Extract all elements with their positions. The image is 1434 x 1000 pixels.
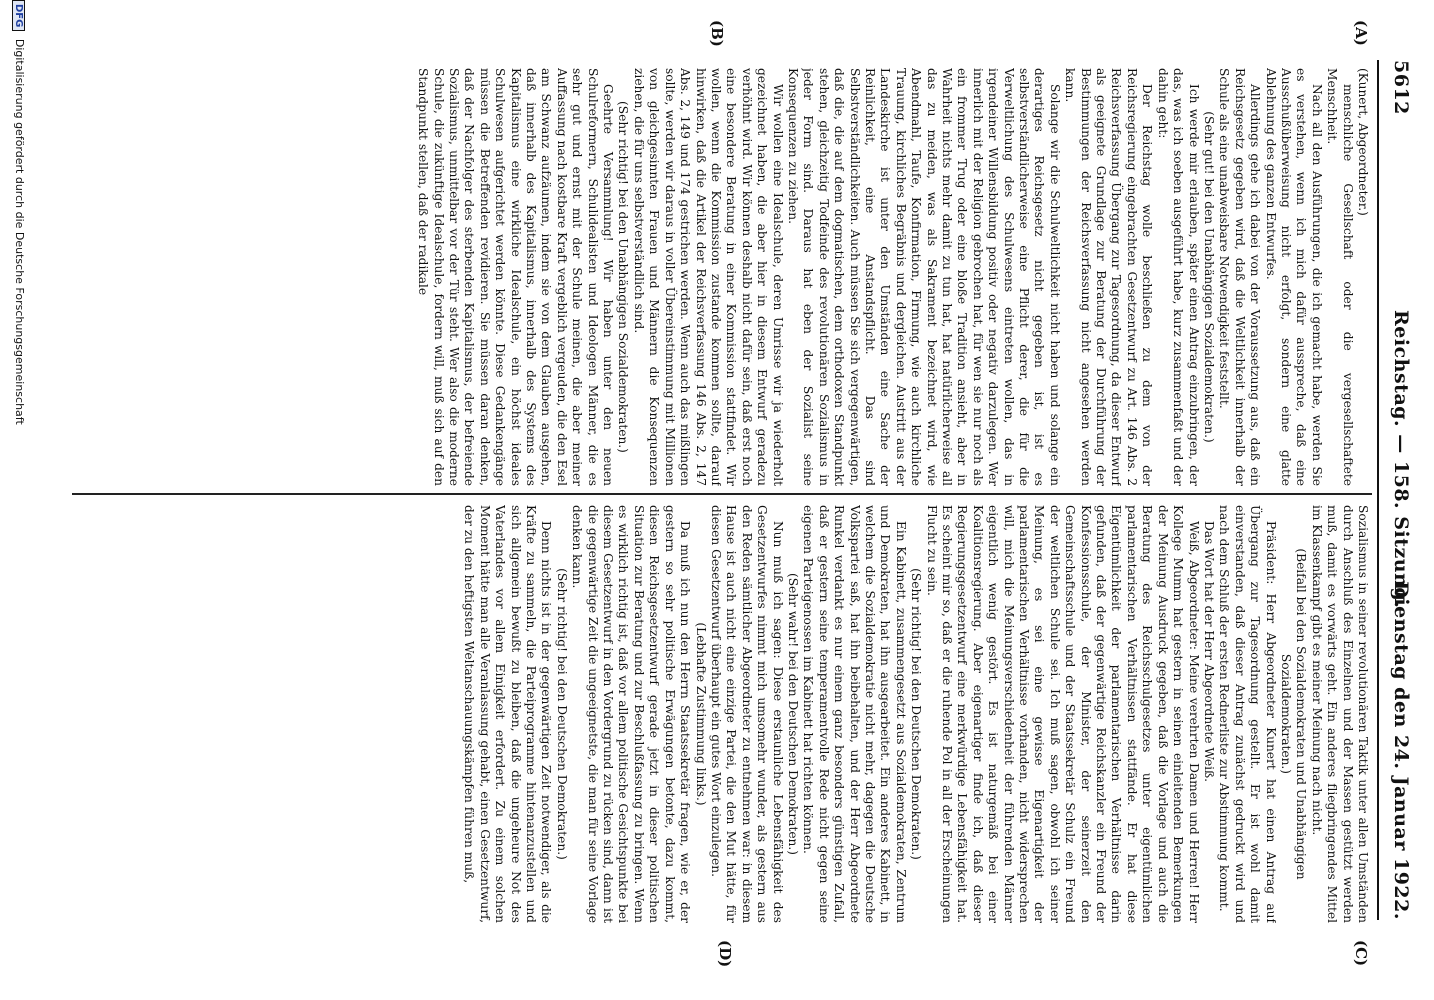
interjection: (Sehr wahr! bei den Deutschen Demokraten.) [785, 572, 800, 856]
interjection: (Sehr richtig! bei den Unabhängigen Sozialdemokraten.) [616, 101, 631, 453]
paragraph: Präsident: Herr Abgeordneter Kunert hat einen Antrag auf Übergang zur Tagesordnung gestellt. Er ist wohl damit einverstanden, daß dieser Antrag zunächst gedruckt wird und nach dem Schluß der ersten Rednerliste zur Abstimmung kommt. [1217, 505, 1278, 923]
paragraph: Der Reichstag wolle beschließen zu dem von der Reichsregierung eingebrachten Gesetzentwurf zu Art. 146 Abs. 2 Reichsverfassung Übergang zur Tagesordnung, da dieser Entwurf als geeignete Grundlage zur Beratung der Durchführung der Bestimmungen der Reichsverfassung nicht angesehen werden kann. [1063, 68, 1155, 486]
paragraph: Sozialismus in seiner revolutionären Taktik unter allen Umständen durch Anschluß des Einzelnen und der Massen gestützt werden muß, damit es vorwärts geht. Ein anderes fliegbringendes Mittel im Klassenkampf gibt es meiner Meinung nach nicht. [1309, 505, 1370, 923]
interjection: (Sehr gut! bei den Unabhängigen Sozialdemokraten.) [1201, 111, 1216, 443]
session-date: Dienstag den 24. Januar 1922. [1390, 581, 1412, 920]
margin-marker-d: (D) [716, 940, 734, 968]
paragraph: Solange wir die Schulweltlichkeit nicht haben und solange ein derartiges Reichsgesetz nicht gegeben ist, ist es selbstverständlicherweise eine Pflicht derer, die für die Verweltlichung des Schulwesens eintreten wollen, das in irgendeiner Willensbildung positiv oder negativ darzulegen. Wer innerlich mit der Religion gebrochen hat, für wen sie nur noch als ein frommer Trug oder eine bloße Tradition ansieht, aber in Wahrheit nichts mehr damit zu tun hat, hat natürlicherweise all das zu meiden, was als Sakrament bezeichnet wird, wie Abendmahl, Taufe, Konfirmation, Firmung, wie auch kirchliche Trauung, kirchliches Begräbnis und dergleichen. Austritt aus der Landeskirche ist unter den Umständen eine Sache der Reinlichkeit, eine Anstandspflicht. Das sind Selbstverständlichkeiten. Auch müssen Sie sich vergegenwärtigen, daß die, die auf dem dogmatischen, dem orthodoxen Standpunkt stehen, gleichzeitig Todfeinde des revolutionären Sozialismus in jeder Form sind. Daraus hat eben der Sozialist seine Konsequenzen zu ziehen. [785, 68, 1062, 486]
margin-marker-c: (C) [1352, 940, 1370, 967]
margin-marker-a: (A) [1352, 20, 1370, 46]
interjection: (Beifall bei den Sozialdemokraten und Unabhängigen Sozialdemokraten.) [1278, 548, 1309, 880]
paragraph: menschliche Gesellschaft oder die vergesellschaftete Menschheit. [1325, 68, 1355, 486]
left-text-column [70, 68, 1370, 486]
interjection: (Lebhafte Zustimmung links.) [693, 622, 708, 806]
page-footer [6, 0, 26, 1000]
margin-marker-b: (B) [708, 20, 726, 47]
paragraph: Nun muß ich sagen: Diese erstaunliche Lebensfähigkeit des Gesetzentwurfes nimmt mich umsomehr wunder, als gestern aus den Reden sämtlicher Abgeordneter zu entnehmen war: in diesem Hause ist auch nicht eine einzige Partei, die den Mut hätte, für diesen Gesetzentwurf überhaupt ein gutes Wort einzulegen. [708, 505, 785, 923]
header-rule [1377, 60, 1379, 920]
dfg-logo: DFG [12, 0, 25, 31]
page-number: 5612 [1390, 60, 1412, 115]
paragraph: Das Wort hat der Herr Abgeordnete Weiß. [1201, 521, 1216, 783]
interjection: (Sehr richtig! bei den Deutschen Demokraten.) [554, 568, 569, 860]
right-text-column [70, 505, 1370, 923]
column-divider [72, 493, 1372, 495]
paragraph: Weiß, Abgeordneter: Meine verehrten Damen und Herren! Herr Kollege Mumm hat gestern in seinen einleitenden Bemerkungen der Meinung Ausdruck gegeben, daß die Vorlage und auch die Beratung des Reichsschulgesetzes unter eigentümlichen parlamentarischen Verhältnissen stattfände. Er hat diese Eigentümlichkeit der parlamentarischen Verhältnisse darin gefunden, daß der gegenwärtige Reichskanzler ein Freund der Konfessionsschule, der Minister, der seinerzeit den Gemeinschaftsschule und der Staatssekretär Schulz ein Freund der weltlichen Schule sei. Ich muß sagen, obwohl ich seiner Meinung, es sei eine gewisse Eigenartigkeit der parlamentarischen Verhältnisse vorhanden, nicht widersprechen will, mich die Meinungsverschiedenheit der führenden Männer eigentlich wenig gestört. Es ist naturgemäß bei einer Koalitionsregierung. Aber eigenartiger finde ich, daß dieser Regierungsgesetzentwurf eine merkwürdige Lebensfähigkeit hat. Es scheint mir so, daß er die ruhende Pol in all der Erscheinungen Flucht zu sein. [924, 505, 1201, 923]
paragraph: Wir wollen eine Idealschule, deren Umrisse wir ja wiederholt gezeichnet haben, die aber hier in diesem Entwurf geradezu verhöhnt wird. Wir können deshalb nicht dafür sein, daß erst noch eine besondere Beratung in einer Kommission stattfindet. Wir wollen, wenn die Kommission zustande kommen sollte, darauf hinwirken, daß die Artikel der Reichsverfassung 146 Abs. 2, 147 Abs. 2, 149 und 174 gestrichen werden. Wenn auch das mißlingen sollte, werden wir daraus in voller Übereinstimmung mit Millionen von gleichgesinnten Frauen und Männern die Konsequenzen ziehen, die für uns selbstverständlich sind. [631, 68, 785, 486]
paragraph: Allerdings gehe ich dabei von der Voraussetzung aus, daß ein Reichsgesetz gegeben wird, daß die Weltlichkeit innerhalb der Schule als eine unabweisbare Notwendigkeit feststellt. [1217, 68, 1263, 486]
session-title: Reichstag. — 158. Sitzung. [1390, 310, 1412, 609]
paragraph: Geehrte Versammlung! Wir haben unter den neuen Schulreformern, Schulidealisten und Ideologen Männer, die es sehr gut und ernst mit der Schule meinen, die aber meiner Auffassung nach kostbare Kraft vergeblich vergeuden, die den Esel am Schwanz aufzäumen, indem sie von dem Glauben ausgehen, daß innerhalb des Kapitalismus, innerhalb des Systems des Kapitalismus eine wirkliche Idealschule, ein höchst ideales Schulwesen aufgerichtet werden könnte. Diese Gedankengänge müssen die Betreffenden revidieren. Sie müssen daran denken, daß der Nachfolger des sterbenden Kapitalismus, der befreiende Sozialismus, unmittelbar vor der Tür steht. Wer also die moderne Schule, die zukünftige Idealschule, fordern will, muß sich auf den Standpunkt stellen, daß der radikale [416, 68, 616, 486]
paragraph: Da muß ich nun den Herrn Staatssekretär fragen, wie er, der gestern so sehr politische Erwägungen betonte, dazu kommt, diesen Reichsgesetzentwurf gerade jetzt in dieser politischen Situation zur Beratung und zur Beschlußfassung zu bringen. Wenn es wirklich richtig ist, daß vor allem politische Gesichtspunkte bei diesem Gesetzentwurf in den Vordergrund zu rücken sind, dann ist die gegenwärtige Zeit die ungeeignetste, die man für seine Vorlage denken kann. [570, 505, 693, 923]
paragraph: (Kunert, Abgeordneter.) [1356, 68, 1370, 216]
paragraph: Denn nichts ist in der gegenwärtigen Zeit notwendiger, als die Kräfte zu sammeln, die Parteiprogramme hintenanzustellen und sich allgemein bewußt zu bleiben, daß die ungeheure Not des Vaterlandes vor allem Einigkeit erfordert. Zu einem solchen Moment hätte man alle Veranlassung gehabt, einen Gesetzentwurf, der zu den heftigsten Weltanschauungskämpfen führen muß, [462, 505, 554, 923]
paragraph: Nach all den Ausführungen, die ich gemacht habe, werden Sie es verstehen, wenn ich mich dafür ausspreche, daß eine Ausschußüberweisung nicht erfolgt, sondern eine glatte Ablehnung des ganzen Entwurfes. [1263, 68, 1324, 486]
funding-note: Digitalisierung gefördert durch die Deutsche Forschungsgemeinschaft [13, 38, 26, 425]
paragraph: Ich werde mir erlauben, später einen Antrag einzubringen, der das, was ich soeben ausgeführt habe, kurz zusammenfaßt und der dahin geht: [1155, 68, 1201, 486]
paragraph: Ein Kabinett, zusammengesetzt aus Sozialdemokraten, Zentrum und Demokraten, hat ihn ausgearbeitet. Ein anderes Kabinett, in welchem die Sozialdemokratie nicht mehr, dagegen die Deutsche Volkspartei saß, hat ihn beibehalten, und der Herr Abgeordnete Runkel verdankt es nur einem ganz besonders günstigen Zufall, daß er gestern seine temperamentvolle Rede nicht gegen seine eigenen Parteigenossen im Kabinett hat richten können. [801, 505, 908, 923]
page-header [1382, 60, 1412, 920]
interjection: (Sehr richtig! bei den Deutschen Demokraten.) [909, 568, 924, 860]
